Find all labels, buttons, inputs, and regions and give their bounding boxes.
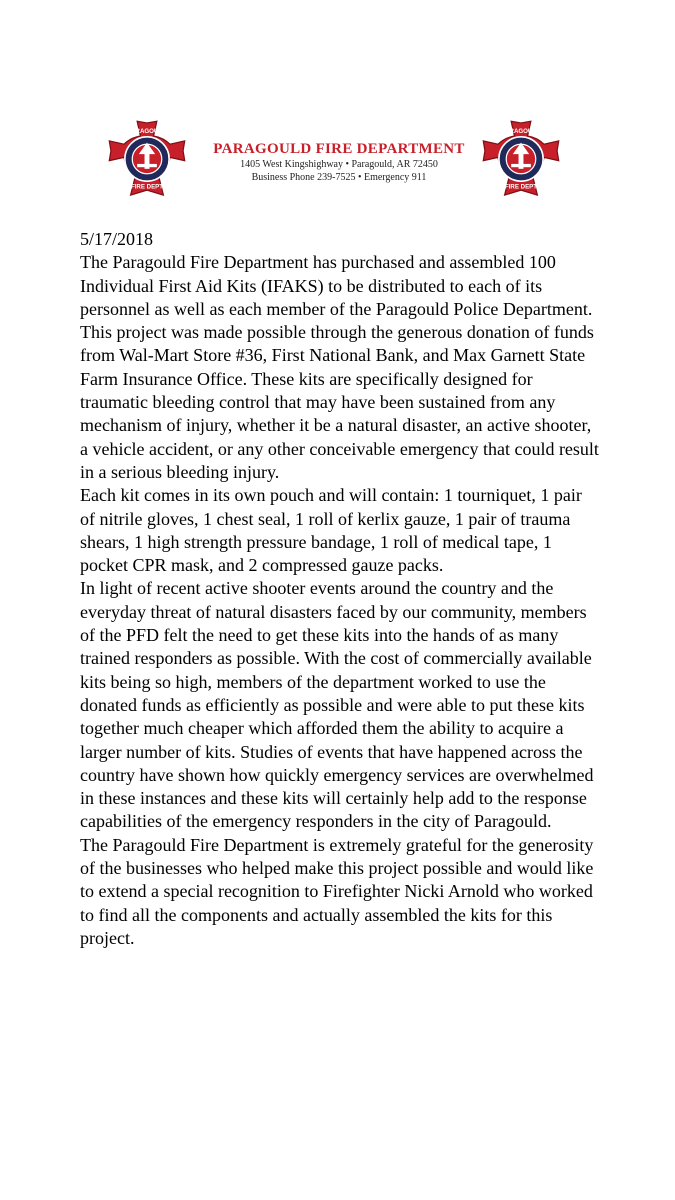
badge-bottom-text: FIRE DEPT [504, 183, 538, 191]
letterhead [0, 0, 675, 210]
letter-paragraph: The Paragould Fire Department is extremely grateful for the generosity of the businesses who helped make this project possible and would like to extend a special recognition to Firefighter Nicki Arnold who worked to find all the components and actually assembled the kits for this project. [80, 834, 594, 948]
letter-body [80, 228, 600, 950]
letter-paragraph: Each kit comes in its own pouch and will contain: 1 tourniquet, 1 pair of nitrile gloves, 1 chest seal, 1 roll of kerlix gauze, 1 pair of trauma shears, 1 high strength pressure bandage, 1 roll of medical tape, 1 pocket CPR mask, and 2 compressed gauze packs. [80, 485, 582, 576]
department-info [204, 140, 474, 184]
fire-dept-badge-left [106, 118, 188, 200]
department-phones: Business Phone 239-7525 • Emergency 911 [251, 172, 427, 183]
letter-date: 5/17/2018 [80, 229, 154, 249]
letter-paragraph: The Paragould Fire Department has purchased and assembled 100 Individual First Aid Kits (IFAKS) to be distributed to each of its personnel as well as each member of the Paragould Police Department. This project was made possible through the generous donation of funds from Wal-Mart Store #36, First National Bank, and Max Garnett State Farm Insurance Office. These kits are specifically designed for traumatic bleeding control that may have been sustained from any mechanism of injury, whether it be a natural disaster, an active shooter, a vehicle accident, or any other conceivable emergency that could result in a serious bleeding injury. [80, 252, 599, 482]
badge-top-text: PARAGOULD [127, 127, 167, 135]
badge-top-text: PARAGOULD [501, 127, 541, 135]
department-address: 1405 West Kingshighway • Paragould, AR 72450 [240, 159, 438, 170]
letter-paragraph: In light of recent active shooter events around the country and the everyday threat of natural disasters faced by our community, members of the PFD felt the need to get these kits into the hands of as many trained responders as possible. With the cost of commercially available kits being so high, members of the department worked to use the donated funds as efficiently as possible and were able to put these kits together much cheaper which afforded them the ability to acquire a larger number of kits. Studies of events that have happened across the country have shown how quickly emergency services are overwhelmed in these instances and these kits will certainly help add to the response capabilities of the emergency responders in the city of Paragould. [80, 578, 594, 832]
badge-bottom-text: FIRE DEPT [130, 183, 164, 191]
fire-dept-badge-right [480, 118, 562, 200]
department-name: PARAGOULD FIRE DEPARTMENT [213, 141, 465, 157]
